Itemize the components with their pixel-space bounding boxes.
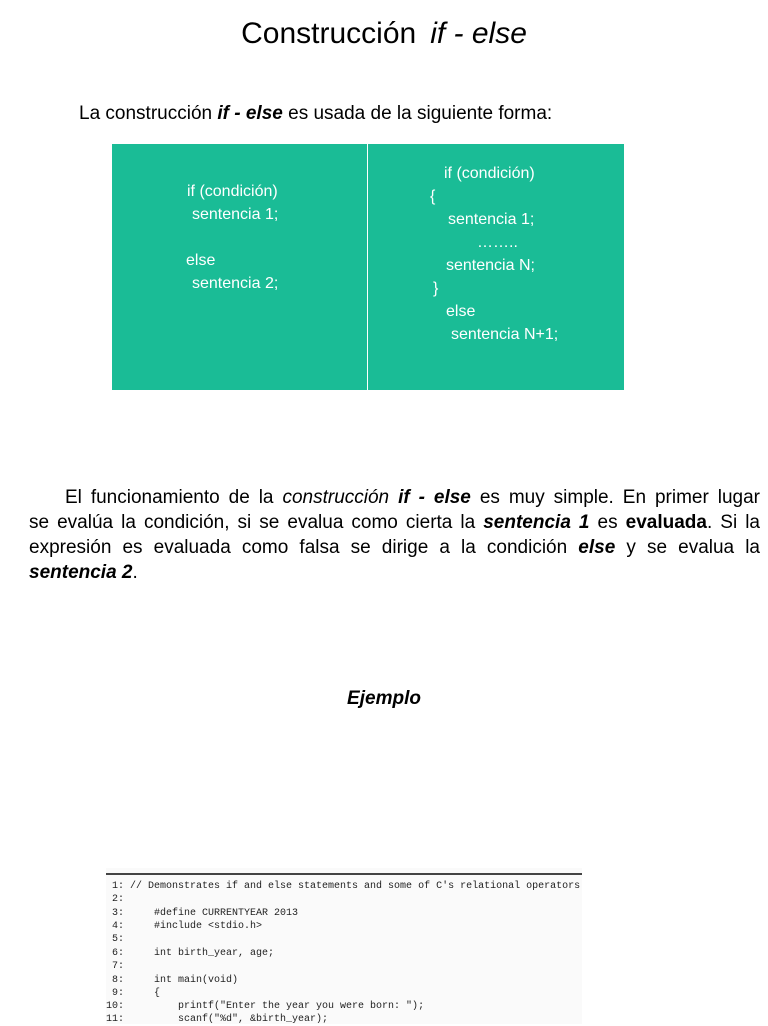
example-heading: Ejemplo	[347, 688, 421, 709]
listing-top-rule	[106, 873, 582, 875]
paragraph-line-2: se evalúa la condición, si se evalua como cierta la sentencia 1 es evaluada. Si la	[29, 512, 760, 533]
right-else-line: else	[446, 303, 476, 320]
right-statement-1: sentencia 1;	[448, 211, 535, 228]
listing-line: 8: int main(void)	[111, 975, 239, 986]
code-listing	[106, 868, 582, 1024]
syntax-box	[112, 144, 624, 390]
listing-line: 5:	[111, 934, 124, 945]
intro-after: es usada de la siguiente forma:	[282, 103, 553, 124]
syntax-divider	[367, 144, 368, 390]
listing-line: 3: #define CURRENTYEAR 2013	[111, 908, 299, 919]
listing-line: 7:	[111, 961, 124, 972]
right-open-brace: {	[430, 188, 436, 205]
listing-line: 10: printf("Enter the year you were born: ");	[106, 1001, 425, 1012]
right-if-line: if (condición)	[444, 165, 535, 182]
left-else-line: else	[186, 252, 216, 269]
slide-title	[0, 14, 768, 54]
paragraph-line-3: expresión es evaluada como falsa se dirige a la condición else y se evalua la	[29, 537, 761, 558]
intro-before: La construcción	[79, 103, 218, 124]
listing-line: 2:	[111, 894, 124, 905]
listing-line: 4: #include <stdio.h>	[111, 921, 263, 932]
right-statement-n1: sentencia N+1;	[451, 326, 559, 343]
paragraph-line-4: sentencia 2.	[29, 562, 138, 583]
right-statement-n: sentencia N;	[446, 257, 535, 274]
listing-line: 9: {	[111, 988, 161, 999]
right-ellipsis: ……..	[477, 234, 518, 251]
intro-keyword: if - else	[217, 103, 283, 124]
right-close-brace: }	[433, 280, 439, 297]
title-emphasis: if - else	[430, 17, 527, 50]
listing-line: 11: scanf("%d", &birth_year);	[106, 1014, 329, 1025]
left-statement-2: sentencia 2;	[192, 275, 279, 292]
paragraph-line-1: El funcionamiento de la construcción if - else es muy simple. En primer lugar	[65, 487, 760, 508]
explanation-paragraph	[29, 485, 760, 585]
intro-sentence	[79, 101, 552, 127]
left-statement-1: sentencia 1;	[192, 206, 279, 223]
left-if-line: if (condición)	[187, 183, 278, 200]
listing-line: 6: int birth_year, age;	[111, 948, 275, 959]
title-main: Construcción	[241, 17, 417, 50]
listing-line: 1: // Demonstrates if and else statements and some of C's relational operators	[111, 881, 581, 892]
